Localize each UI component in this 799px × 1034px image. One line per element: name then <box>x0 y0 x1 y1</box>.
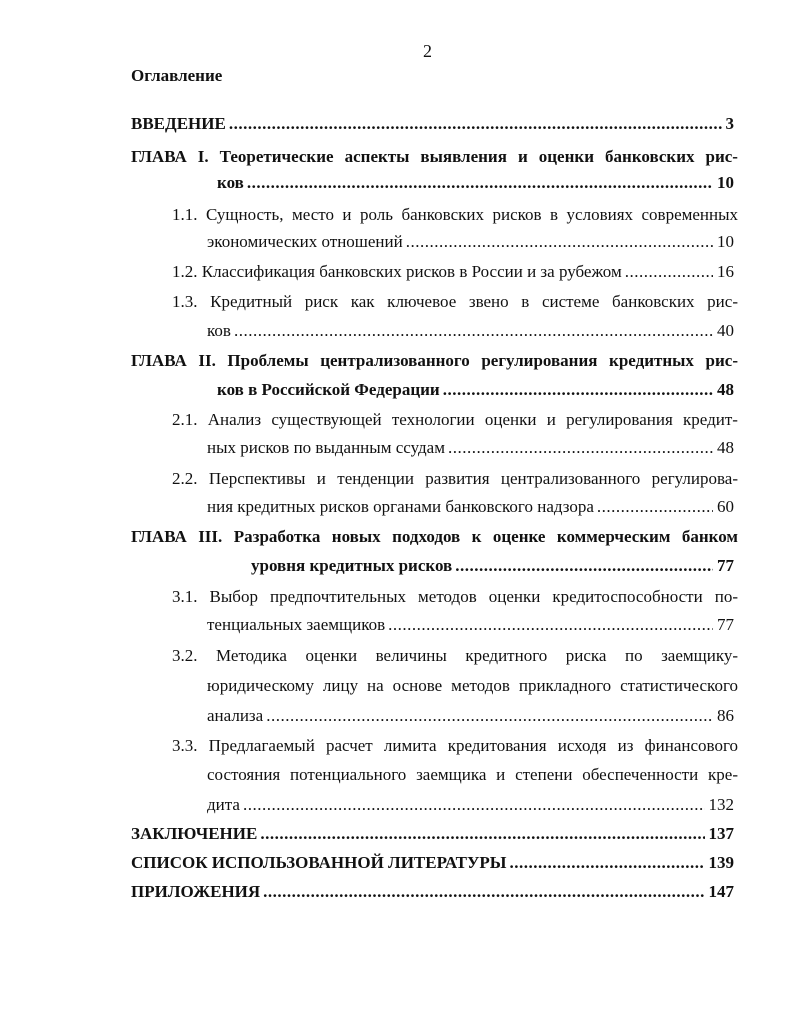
toc-section-2-2-line2[interactable] <box>207 497 734 517</box>
toc-entry-label: 1.2. Классификация банковских рисков в России и за рубежом <box>172 262 622 281</box>
toc-entry-page: 40 <box>717 321 734 340</box>
toc-entry-text: 3.2. Методика оценки величины кредитного риска по заемщику- <box>172 646 739 665</box>
toc-entry-text: 3.3. Предлагаемый расчет лимита кредитования исходя из финансового <box>172 736 739 755</box>
toc-entry-page: 139 <box>708 853 734 872</box>
toc-section-1-1-line2[interactable] <box>207 232 734 252</box>
toc-entry-text: 1.3. Кредитный риск как ключевое звено в системе банковских рис- <box>172 292 738 311</box>
toc-section-3-2-line3[interactable] <box>207 706 734 726</box>
toc-entry-text: 3.1. Выбор предпочтительных методов оценки кредитоспособности по- <box>172 587 738 606</box>
toc-entry-text: юридическому лицу на основе методов прикладного статистического <box>207 676 738 695</box>
toc-entry-page: 60 <box>717 497 734 516</box>
toc-entry-page: 77 <box>717 615 734 634</box>
toc-entry-text: 1.1. Сущность, место и роль банковских рисков в условиях современных <box>172 205 739 224</box>
toc-leader-dots <box>448 438 713 458</box>
toc-entry-label: ков <box>207 321 231 340</box>
toc-section-3-2-line2[interactable] <box>207 676 738 696</box>
toc-section-1-1-line1[interactable] <box>172 205 738 225</box>
toc-leader-dots <box>455 556 713 576</box>
toc-entry-page: 147 <box>708 882 734 901</box>
toc-entry-page: 10 <box>717 173 734 192</box>
toc-entry-text: ГЛАВА II. Проблемы централизованного регулирования кредитных рис- <box>131 351 738 370</box>
toc-entry-text: ГЛАВА I. Теоретические аспекты выявления и оценки банковских рис- <box>131 147 738 166</box>
toc-entry-label: ных рисков по выданным ссудам <box>207 438 445 457</box>
toc-entry-page: 48 <box>717 438 734 457</box>
toc-entry-page: 86 <box>717 706 734 725</box>
toc-entry-label: ЗАКЛЮЧЕНИЕ <box>131 824 258 843</box>
toc-entry-label: уровня кредитных рисков <box>251 556 453 575</box>
toc-entry-label: анализа <box>207 706 264 725</box>
toc-chapter-3-line1[interactable] <box>131 527 738 547</box>
toc-entry-label: экономических отношений <box>207 232 403 251</box>
toc-entry-page: 3 <box>725 114 734 133</box>
toc-entry-text: 2.2. Перспективы и тенденции развития централизованного регулирова- <box>172 469 739 488</box>
toc-section-3-3-line1[interactable] <box>172 736 738 756</box>
toc-chapter-2-line1[interactable] <box>131 351 738 371</box>
toc-section-3-1-line1[interactable] <box>172 587 738 607</box>
toc-section-2-1-line2[interactable] <box>207 438 734 458</box>
toc-entry-label: тенциальных заемщиков <box>207 615 386 634</box>
toc-section-2-1-line1[interactable] <box>172 410 738 430</box>
toc-entry-page: 77 <box>717 556 734 575</box>
toc-entry-label: дита <box>207 795 240 814</box>
toc-leader-dots <box>243 795 705 815</box>
toc-leader-dots <box>406 232 713 252</box>
toc-leader-dots <box>597 497 713 517</box>
toc-entry-text: состояния потенциального заемщика и степени обеспеченности кре- <box>207 765 738 784</box>
toc-leader-dots <box>234 321 713 341</box>
toc-leader-dots <box>388 615 713 635</box>
toc-chapter-1-line2[interactable] <box>217 173 734 193</box>
toc-entry-appendix[interactable] <box>131 882 734 902</box>
toc-leader-dots <box>443 380 713 400</box>
toc-entry-text: ГЛАВА III. Разработка новых подходов к оценке коммерческим банком <box>131 527 739 546</box>
toc-leader-dots <box>247 173 713 193</box>
toc-entry-label: ПРИЛОЖЕНИЯ <box>131 882 261 901</box>
toc-section-3-1-line2[interactable] <box>207 615 734 635</box>
toc-entry-references[interactable] <box>131 853 734 873</box>
toc-leader-dots <box>229 114 722 134</box>
toc-section-3-2-line1[interactable] <box>172 646 738 666</box>
toc-section-3-3-line2[interactable] <box>207 765 738 785</box>
toc-entry-page: 48 <box>717 380 734 399</box>
toc-section-1-2[interactable] <box>172 262 734 282</box>
toc-chapter-2-line2[interactable] <box>217 380 734 400</box>
toc-entry-conclusion[interactable] <box>131 824 734 844</box>
toc-entry-page: 137 <box>708 824 734 843</box>
toc-entry-introduction[interactable] <box>131 114 734 134</box>
toc-entry-label: ков <box>217 173 244 192</box>
toc-leader-dots <box>625 262 713 282</box>
toc-entry-label: ния кредитных рисков органами банковского надзора <box>207 497 594 516</box>
toc-section-1-3-line1[interactable] <box>172 292 738 312</box>
toc-entry-label: ков в Российской Федерации <box>217 380 440 399</box>
toc-leader-dots <box>263 882 704 902</box>
toc-entry-page: 132 <box>708 795 734 814</box>
toc-entry-text: 2.1. Анализ существующей технологии оценки и регулирования кредит- <box>172 410 738 429</box>
toc-section-2-2-line1[interactable] <box>172 469 738 489</box>
toc-title: Оглавление <box>131 66 223 85</box>
toc-section-3-3-line3[interactable] <box>207 795 734 815</box>
toc-entry-page: 16 <box>717 262 734 281</box>
toc-chapter-3-line2[interactable] <box>251 556 734 576</box>
toc-section-1-3-line2[interactable] <box>207 321 734 341</box>
page-number: 2 <box>423 41 432 61</box>
toc-entry-label: ВВЕДЕНИЕ <box>131 114 226 133</box>
toc-leader-dots <box>266 706 713 726</box>
toc-leader-dots <box>510 853 705 873</box>
toc-leader-dots <box>260 824 704 844</box>
toc-chapter-1-line1[interactable] <box>131 147 738 167</box>
toc-entry-page: 10 <box>717 232 734 251</box>
toc-entry-label: СПИСОК ИСПОЛЬЗОВАННОЙ ЛИТЕРАТУРЫ <box>131 853 507 872</box>
